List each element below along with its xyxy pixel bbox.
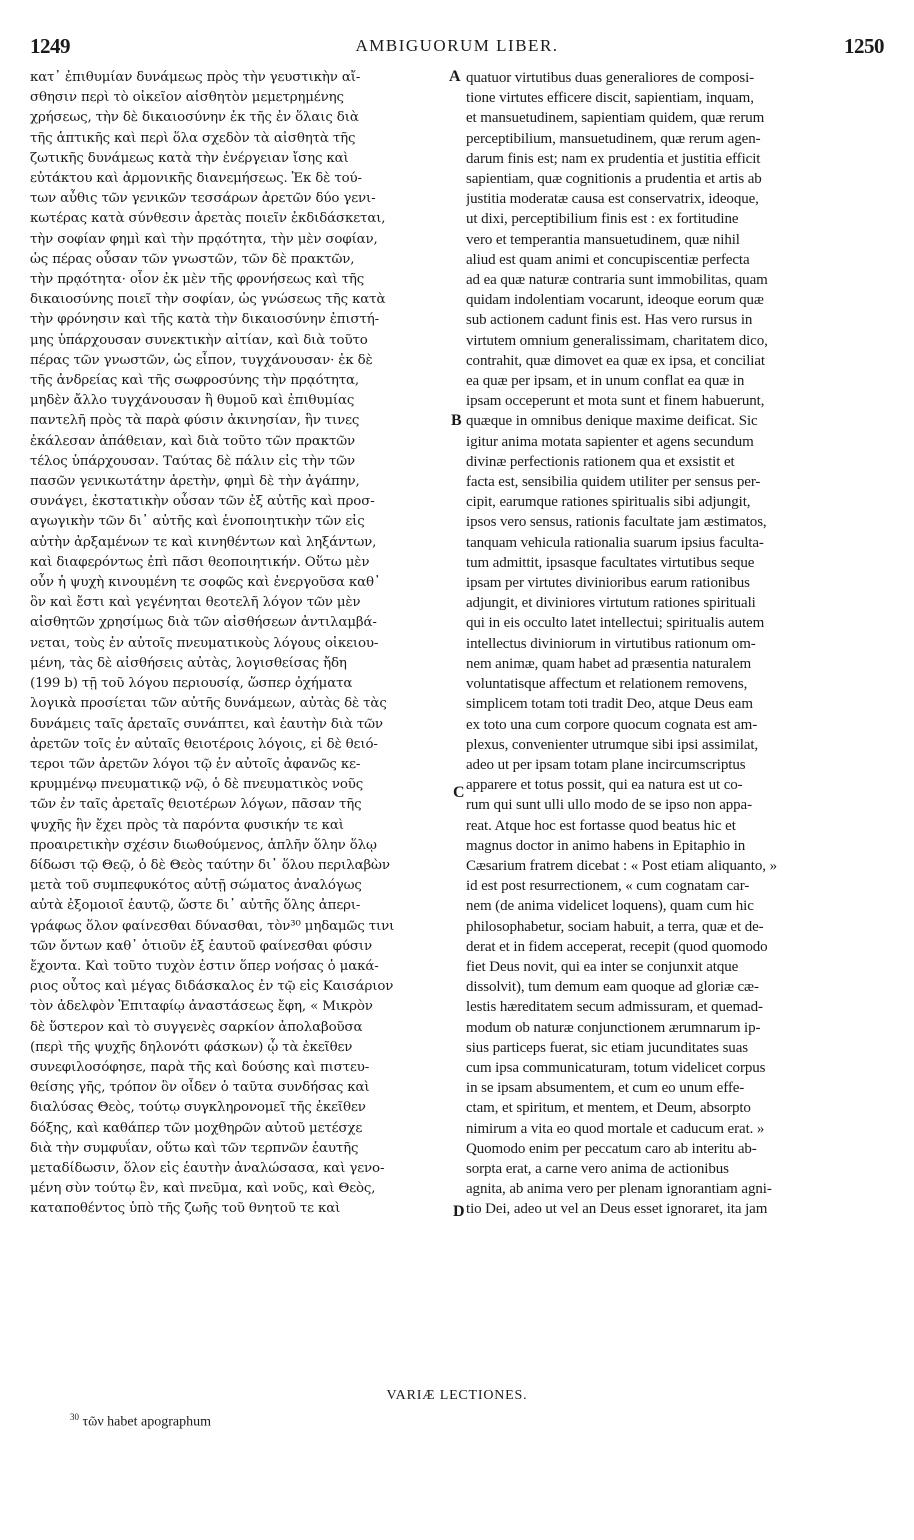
text-line: κρυμμένῳ πνευματικῷ νῷ, ὁ δὲ πνευματικὸς νοῦς [30, 777, 364, 793]
text-line: μένη σὺν τούτῳ ἓν, καὶ πνεῦμα, καὶ νοῦς, καὶ Θεὸς, [30, 1181, 376, 1197]
text-line: perceptibilium, mansuetudinem, quæ rerum agen- [466, 130, 761, 147]
text-line: ὡς πέρας οὖσαν τῶν γνωστῶν, τῶν δὲ πρακτῶν, [30, 251, 355, 267]
text-line: tione virtutes efficere discit, sapientiam, inquam, [466, 90, 754, 107]
text-line: αὐτὴν ἀρξαμένων τε καὶ κινηθέντων καὶ ληξάντων, [30, 534, 377, 550]
latin-column [466, 68, 882, 1220]
text-line: sius particeps fuerat, sic etiam jucunditates suas [466, 1039, 748, 1056]
text-line: reat. Atque hoc est fortasse quod beatus hic et [466, 817, 736, 834]
text-line: et mansuetudinem, sapientiam quidem, quæ rerum [466, 110, 765, 127]
text-line: agnita, ab anima vero per plenam ignorantiam agni- [466, 1181, 772, 1198]
text-line: πέρας τῶν γνωστῶν, ὡς εἶπον, τυγχάνουσαν· ἐκ δὲ [30, 352, 373, 368]
text-line: ἐκάλεσαν ἀπάθειαν, καὶ διὰ τοῦτο τῶν πρακτῶν [30, 433, 355, 449]
text-line: in se ipsam absumentem, et cum eo unum effe- [466, 1080, 745, 1097]
text-line: darum finis est; nam ex prudentia et justitia efficit [466, 150, 761, 167]
text-line: Quomodo enim per peccatum caro ab interitu ab- [466, 1140, 757, 1157]
text-line: rum qui sunt ulli ullo modo de se ipso non appa- [466, 797, 753, 814]
text-line: ἔχοντα. Καὶ τοῦτο τυχὸν ἐστιν ὅπερ νοήσας ὁ μακά- [30, 958, 379, 974]
text-line: δικαιοσύνης ποιεῖ τὴν σοφίαν, ὡς γνώσεως τῆς κατὰ [30, 292, 386, 308]
text-line: τῆς ἁπτικῆς καὶ περὶ ὅλα σχεδὸν τὰ αἰσθητὰ τῆς [30, 130, 356, 146]
text-line: sapientiam, quæ cognitionis a prudentia et artis ab [466, 171, 762, 188]
text-line: μεταδίδωσιν, ὅλον εἰς ἑαυτὴν ἀναλώσασα, καὶ γενο- [30, 1160, 385, 1176]
text-line: δὲ ὕστερον καὶ τὸ συγγενὲς σαρκίον ἀπολαβοῦσα [30, 1019, 363, 1035]
greek-column [30, 68, 458, 1220]
text-line: ut dixi, perceptibilium finis est : ex fortitudine [466, 211, 739, 228]
text-line: adjungit, et diviniores virtutum rationes spirituali [466, 595, 756, 612]
text-line: tio Dei, adeo ut vel an Deus esset ignoraret, ita jam [466, 1201, 768, 1218]
text-line: καὶ διαφερόντως ἐπὶ πᾶσι θεοποιητικήν. Οὕτω μὲν [30, 554, 370, 570]
text-line: tum admittit, ipsasque facultates virtutibus seque [466, 554, 755, 571]
text-line: δόξης, καὶ καθάπερ τῶν μοχθηρῶν αὐτοῦ μετέσχε [30, 1120, 363, 1136]
text-line: τῆς ἀνδρείας καὶ τῆς σωφροσύνης τὴν πρᾳότητα, [30, 373, 359, 389]
text-line: συνάγει, ἐκστατικὴν οὖσαν τῶν ἐξ αὐτῆς καὶ προσ- [30, 494, 375, 510]
text-line: ipsam per virtutes divinioribus earum rationibus [466, 575, 750, 592]
text-line: νεται, τοὺς ἐν αὐτοῖς πνευματικοὺς λόγους οἰκειου- [30, 635, 379, 651]
text-line: τῶν ὄντων καθ᾽ ὁτιοῦν ἐξ ἑαυτοῦ φαίνεσθαι φύσιν [30, 938, 372, 954]
text-line: nem (de anima videlicet loquens), quam cum hic [466, 898, 754, 915]
text-line: εὐτάκτου καὶ ἁρμονικῆς διανεμήσεως. Ἐκ δὲ τού- [30, 171, 362, 187]
text-line: igitur anima motata sapienter et agens secundum [466, 433, 754, 450]
text-line: simplicem totam toti tradit Deo, atque Deus eam [466, 696, 753, 713]
text-line: χρήσεως, τὴν δὲ δικαιοσύνην ἐκ τῆς ἐν ὅλαις διὰ [30, 110, 359, 126]
text-line: facta est, sensibilia quidem utiliter per sensus per- [466, 474, 761, 491]
text-line: (περὶ τῆς ψυχῆς δηλονότι φάσκων) ᾧ τὰ ἐκεῖθεν [30, 1039, 353, 1055]
text-line: nem animæ, quam habet ad præsentia naturalem [466, 655, 752, 672]
margin-marker-a: A [449, 68, 461, 85]
text-line: sorpta erat, a carne vero anima de actionibus [466, 1160, 729, 1177]
text-line: apparere et totus possit, qui ea natura est ut co- [466, 777, 743, 794]
text-line: quatuor virtutibus duas generaliores de composi- [466, 70, 755, 86]
variae-lectiones-heading: VARIÆ LECTIONES. [386, 1388, 528, 1403]
text-line: plexus, convenienter utrumque sibi ipsi assimilat, [466, 736, 759, 753]
text-line: τὴν σοφίαν φημὶ καὶ τὴν πρᾳότητα, τὴν μὲν σοφίαν, [30, 231, 378, 247]
text-line: διὰ τὴν συμφυΐαν, οὕτω καὶ τῶν τερπνῶν ἑαυτῆς [30, 1140, 359, 1156]
text-line: ipsam occeperunt et mota sunt et finem habuerunt, [466, 393, 765, 410]
text-line: aliud est quam animi et concupiscentiæ perfecta [466, 251, 750, 268]
text-line: αγωγικὴν τῶν δι᾽ αὐτῆς καὶ ἑνοποιητικὴν τῶν εἰς [30, 514, 365, 530]
text-line: (199 b) τῇ τοῦ λόγου περιουσίᾳ, ὥσπερ ὀχήματα [30, 676, 353, 692]
text-line: lestis hæreditatem secum admissuram, et quemad- [466, 999, 763, 1016]
text-line: των αὖθις τῶν γενικῶν τεσσάρων ἀρετῶν δύο γενι- [30, 191, 376, 207]
text-line: derat et in fidem acceperat, recepit (quod quomodo [466, 938, 768, 955]
text-line: fiet Deus novit, qui ea inter se conjunxit atque [466, 958, 739, 975]
text-line: cum ipsa communicaturam, totum videlicet corpus [466, 1059, 766, 1076]
margin-marker-d: D [453, 1203, 465, 1220]
text-line: ψυχῆς ἣν ἔχει πρὸς τὰ παρόντα φυσικήν τε καὶ [30, 817, 344, 833]
text-line: ipsos vero sensus, rationis facultate jam æstimatos, [466, 514, 767, 531]
text-line: καταποθέντος ὑπὸ τῆς ζωῆς τοῦ θνητοῦ τε καὶ [30, 1201, 341, 1217]
text-line: προαιρετικὴν σχέσιν διωθούμενος, ἁπλῆν ὅλην ὅλῳ [30, 837, 377, 853]
text-line: justitia moderatæ causa est conservatrix, ideoque, [466, 191, 759, 208]
text-line: ριος οὗτος καὶ μέγας διδάσκαλος ἐν τῷ εἰς Καισάριον [30, 979, 394, 995]
text-line: τὴν πρᾳότητα· οἷον ἐκ μὲν τῆς φρονήσεως καὶ τῆς [30, 272, 365, 288]
text-line: τὸν ἀδελφὸν Ἐπιταφίῳ ἀναστάσεως ἔφη, « Μικρὸν [30, 999, 373, 1015]
text-line: virtutem omnium generalissimam, charitatem dico, [466, 332, 768, 349]
text-line: αἰσθητῶν χρησίμως διὰ τῶν αἰσθήσεων ἀντιλαμβά- [30, 615, 377, 631]
text-line: divinæ perfectionis rationem qua et exsistit et [466, 453, 735, 470]
text-line: τὴν φρόνησιν καὶ τῆς κατὰ τὴν δικαιοσύνην ἐπιστή- [30, 312, 379, 328]
text-line: λογικὰ προσίεται τῶν αὐτῆς δυνάμεων, αὐτὰς δὲ τὰς [30, 696, 387, 712]
text-line: quæque in omnibus denique maxime deificat. Sic [466, 413, 758, 430]
text-line: τῶν ἐν ταῖς ἀρεταῖς θειοτέρων λόγων, πᾶσαν τῆς [30, 797, 362, 813]
text-line: κατ᾽ ἐπιθυμίαν δυνάμεως πρὸς τὴν γευστικὴν αἴ- [30, 70, 361, 85]
text-line: ad ea quæ naturæ contraria sunt immobilitas, quam [466, 272, 768, 289]
text-line: σθησιν περὶ τὸ οἰκεῖον αἰσθητὸν μεμετρημένης [30, 90, 344, 106]
text-line: ex toto una cum corpore quocum cognata est am- [466, 716, 758, 733]
text-line: ἀρετῶν τοῖς ἐν αὐταῖς θειοτέροις λόγοις, εἰ δὲ θειό- [30, 736, 378, 752]
text-line: vero et temperantia mansuetudinem, quæ nihil [466, 231, 740, 248]
text-line: κωτέρας κατὰ σύνθεσιν ἀρετὰς ποιεῖν ἐκδιδάσκεται, [30, 211, 386, 227]
text-line: Cæsarium fratrem dicebat : « Post etiam aliquanto, » [466, 857, 777, 874]
text-line: μης ὑπάρχουσαν συνεκτικὴν αἰτίαν, καὶ διὰ τοῦτο [30, 332, 368, 348]
text-line: τέλος ὑπάρχουσαν. Ταύτας δὲ πάλιν εἰς τὴν τῶν [30, 453, 355, 469]
page-number-left: 1249 [30, 34, 70, 58]
text-line: τεροι τῶν ἀρετῶν λόγοι τῷ ἐν αὐτοῖς ἀφανῶς κε- [30, 756, 361, 772]
text-line: cipit, earumque rationes spiritualis sibi adjungit, [466, 494, 751, 511]
text-line: ctam, et spiritum, et mentem, et Deum, absorpto [466, 1100, 751, 1117]
text-line: dissolvit), tum demum eam quoque ad gloriæ cæ- [466, 979, 759, 996]
page-header [30, 34, 884, 64]
text-line: ζωτικῆς δυνάμεως κατὰ τὴν ἐνέργειαν ἴσης καὶ [30, 150, 349, 166]
text-line: modum ob naturæ conjunctionem ærumnarum ip- [466, 1019, 761, 1036]
text-line: quidam indolentiam vocarunt, ideoque eorum quæ [466, 292, 764, 309]
text-line: θείσης γῆς, τρόπον ὃν οἶδεν ὁ ταῦτα συνδήσας καὶ [30, 1080, 370, 1096]
text-line: συνεφιλοσόφησε, παρὰ τῆς καὶ δούσης καὶ πιστευ- [30, 1059, 370, 1075]
margin-marker-b: B [451, 412, 462, 429]
text-line: adeo ut per ipsam totam plane incircumscriptus [466, 756, 746, 773]
footnote [70, 1412, 211, 1431]
text-line: δίδωσι τῷ Θεῷ, ὁ δὲ Θεὸς ταύτην δι᾽ ὅλου περιλαβὼν [30, 857, 390, 873]
text-line: ὃν καὶ ἔστι καὶ γεγένηται θεοτελῆ λόγον τῶν μὲν [30, 595, 361, 611]
footnote-number: 30 [70, 1412, 79, 1422]
text-line: οὖν ἡ ψυχὴ κινουμένη τε σοφῶς καὶ ἐνεργοῦσα καθ᾽ [30, 575, 381, 591]
text-line: πασῶν γενικωτάτην ἀρετὴν, φημὶ δὲ τὴν ἀγάπην, [30, 474, 360, 490]
text-line: intellectus diviniorum in virtutibus rationum om- [466, 635, 756, 652]
text-line: magnus doctor in animo habens in Epitaphio in [466, 837, 746, 854]
text-line: μετὰ τοῦ συμπεφυκότος αὐτῇ σώματος ἀναλόγως [30, 878, 362, 894]
text-line: philosophabetur, sociam habuit, a terra, quæ et de- [466, 918, 764, 935]
text-line: nimirum a vita eo quod mortale et caducum erat. » [466, 1120, 765, 1137]
running-title: AMBIGUORUM LIBER. [355, 36, 559, 55]
text-line: αὐτὰ ἐξομοιοῖ ἑαυτῷ, ὥστε δι᾽ αὐτῆς ὅλης ἀπερι- [30, 898, 361, 914]
text-line: διαλύσας Θεὸς, τούτῳ συγκληρονομεῖ τῆς ἐκεῖθεν [30, 1100, 366, 1116]
text-line: μένη, τὰς δὲ αἰσθήσεις αὐτὰς, λογισθείσας ἤδη [30, 655, 347, 671]
footnote-text: τῶν habet apographum [79, 1414, 211, 1430]
text-line: ea quæ per ipsam, et in unum conflat ea quæ in [466, 373, 745, 390]
text-line: qui in eis occulto latet intellectui; spiritualis autem [466, 615, 765, 632]
text-line: δυνάμεις ταῖς ἀρεταῖς συνάπτει, καὶ ἑαυτὴν διὰ τῶν [30, 716, 383, 732]
text-line: tanquam vehicula rationalia suarum ipsius faculta- [466, 534, 764, 551]
text-line: contrahit, quæ dimovet ea quæ ex ipsa, et conciliat [466, 352, 765, 369]
text-line: παντελῆ πρὸς τὰ παρὰ φύσιν ἀκινησίαν, ἣν τινες [30, 413, 360, 429]
margin-marker-c: C [453, 784, 465, 801]
text-line: voluntatisque affectum et relationem removens, [466, 676, 748, 693]
text-line: sub actionem cadunt finis est. Has vero rursus in [466, 312, 753, 329]
text-line: γράφως ὅλον φαίνεσθαι δύνασθαι, τὸν³⁰ μηδαμῶς τινι [30, 918, 395, 934]
page-number-right: 1250 [844, 34, 884, 58]
text-line: id est post resurrectionem, « cum cognatam car- [466, 878, 750, 895]
text-line: μηδὲν ἄλλο τυγχάνουσαν ἢ θυμοῦ καὶ ἐπιθυμίας [30, 393, 355, 409]
